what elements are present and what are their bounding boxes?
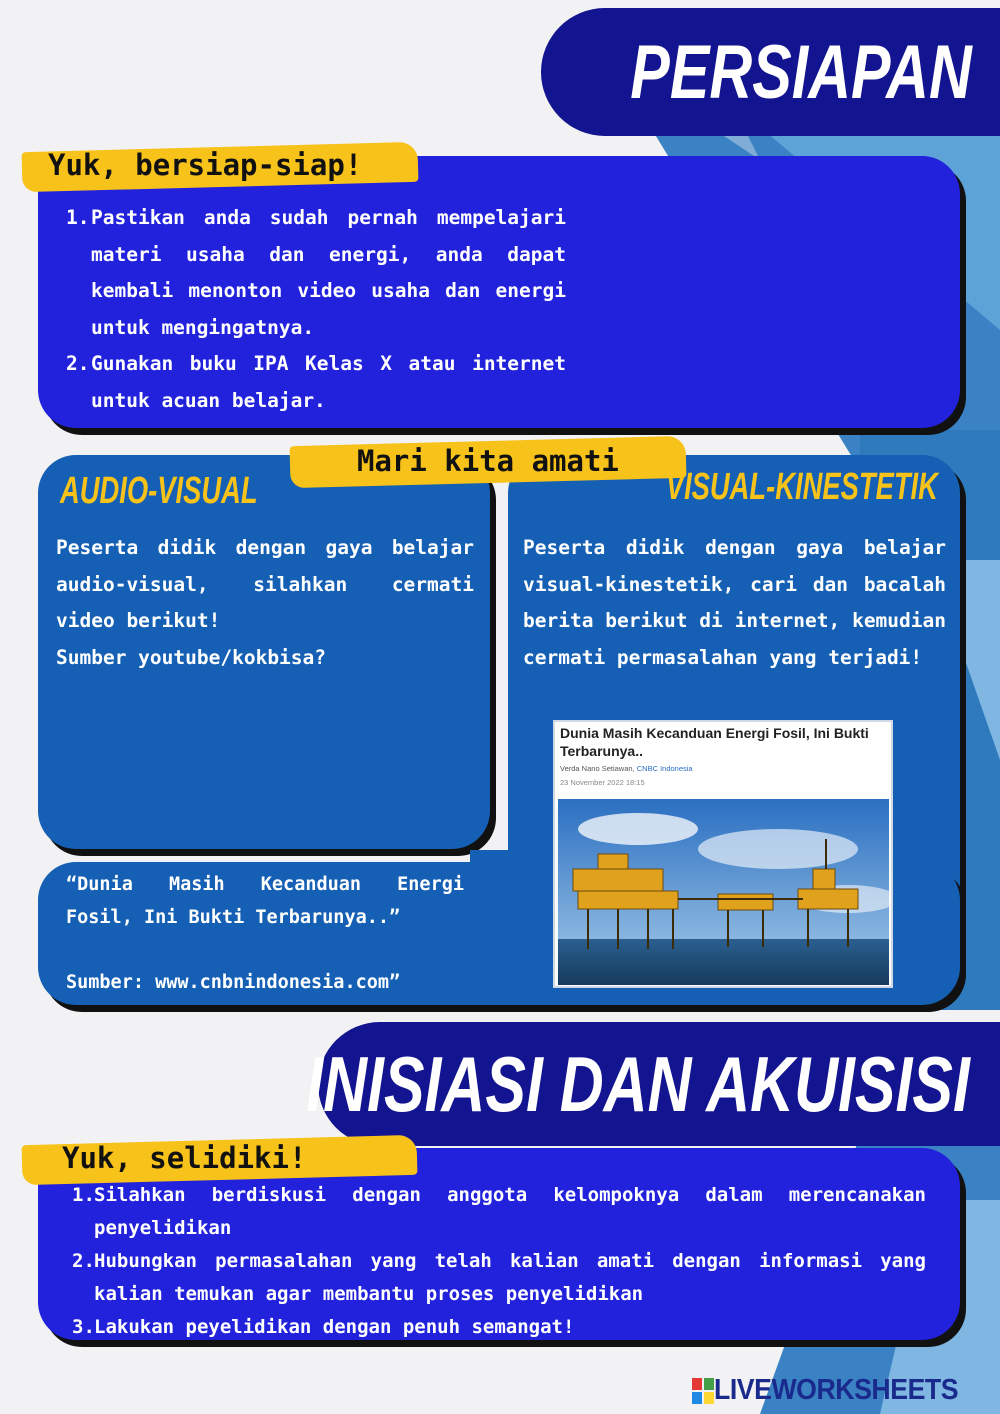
amati-tag: Mari kita amati — [357, 444, 619, 478]
news-date: 23 November 2022 18:15 — [560, 778, 645, 787]
liveworksheets-wordmark: LIVEWORKSHEETS — [714, 1374, 959, 1406]
list-number: 3. — [72, 1316, 95, 1338]
news-title: Dunia Masih Kecanduan Energi Fosil, Ini Bukti Terbarunya.. — [560, 725, 869, 759]
quote-text: “Dunia Masih Kecanduan Energi Fosil, Ini Bukti Terbarunya..” — [66, 874, 464, 928]
inisiasi-banner — [306, 1022, 1000, 1146]
list-item — [66, 346, 566, 419]
list-text: Gunakan buku IPA Kelas X atau internet untuk acuan belajar. — [91, 352, 566, 412]
news-outlet: CNBC Indonesia — [636, 764, 693, 773]
list-number: 1. — [72, 1184, 95, 1206]
audio-visual-description: Peserta didik dengan gaya belajar audio-visual, silahkan cermati video berikut! — [56, 536, 474, 632]
persiapan-list — [66, 200, 566, 419]
list-text: Lakukan peyelidikan dengan penuh semangat! — [94, 1316, 575, 1338]
list-number: 2. — [66, 352, 90, 375]
inisiasi-list — [72, 1179, 926, 1344]
panel-joiner — [470, 850, 530, 870]
visual-kinestetik-text: Peserta didik dengan gaya belajar visual-kinestetik, cari dan bacalah berita berikut di internet, kemudian cermati permasalahan yang terjadi! — [523, 536, 946, 669]
persiapan-title: PERSIAPAN — [630, 29, 972, 115]
visual-kinestetik-heading: VISUAL-KINESTETIK — [665, 466, 938, 508]
quote-source: Sumber: www.cnbnindonesia.com” — [66, 972, 401, 993]
liveworksheets-icon — [692, 1378, 714, 1404]
selidiki-tag: Yuk, selidiki! — [62, 1141, 307, 1175]
oil-platform-photo — [558, 799, 889, 985]
news-byline — [560, 764, 693, 773]
audio-visual-heading: AUDIO-VISUAL — [60, 470, 258, 512]
news-author: Verda Nano Setiawan, — [560, 764, 635, 773]
list-text: Hubungkan permasalahan yang telah kalian amati dengan informasi yang kalian temukan agar membantu proses penyelidikan — [94, 1250, 926, 1305]
list-item — [66, 200, 566, 346]
audio-visual-text — [56, 530, 474, 676]
audio-visual-source: Sumber youtube/kokbisa? — [56, 645, 327, 669]
list-item — [72, 1179, 926, 1245]
inisiasi-title: INISIASI DAN AKUISISI — [306, 1039, 970, 1128]
list-number: 2. — [72, 1250, 95, 1272]
list-text: Silahkan berdiskusi dengan anggota kelompoknya dalam merencanakan penyelidikan — [94, 1184, 926, 1239]
persiapan-banner — [541, 8, 1000, 136]
list-text: Pastikan anda sudah pernah mempelajari materi usaha dan energi, anda dapat kembali menonton video usaha dan energi untuk mengingatnya. — [91, 206, 566, 339]
list-number: 1. — [66, 206, 90, 229]
list-item — [72, 1311, 926, 1344]
news-screenshot — [553, 720, 893, 988]
bersiap-tag: Yuk, bersiap-siap! — [48, 148, 363, 182]
list-item — [72, 1245, 926, 1311]
liveworksheets-logo[interactable] — [692, 1374, 979, 1407]
